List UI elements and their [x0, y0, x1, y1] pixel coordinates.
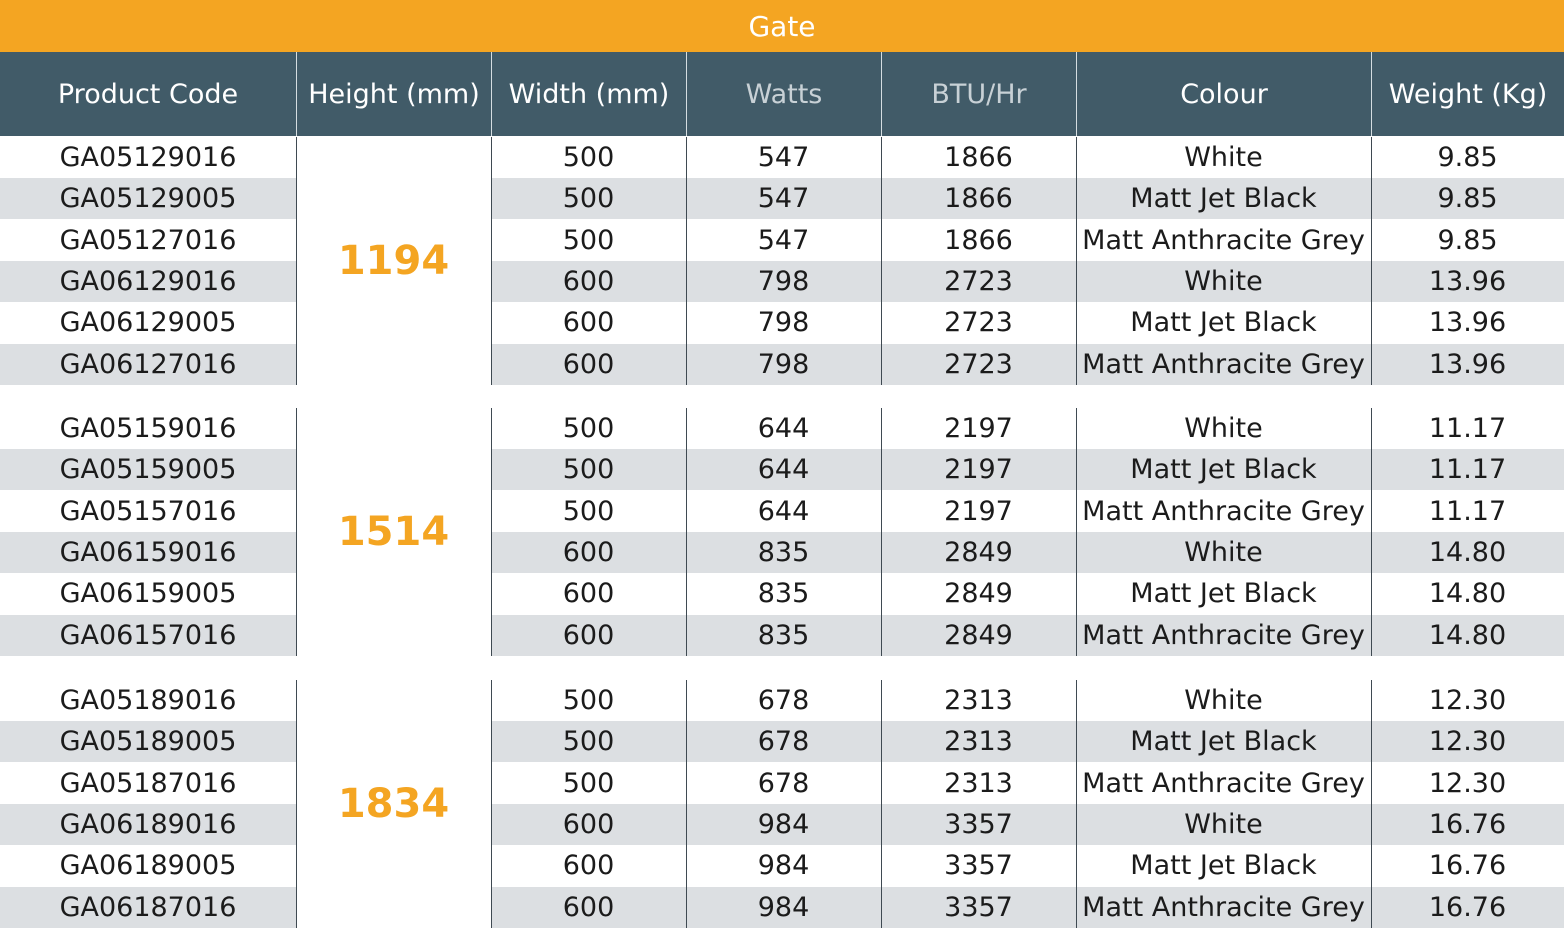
table-row — [0, 261, 1564, 302]
cell-product-code: GA06159005 — [59, 578, 237, 609]
cell-btu: 2723 — [944, 349, 1013, 380]
cell-weight: 11.17 — [1428, 496, 1507, 527]
cell-product-code: GA05157016 — [59, 496, 237, 527]
cell-width: 600 — [562, 620, 615, 651]
cell-colour: White — [1184, 142, 1263, 173]
header-btu: BTU/Hr — [931, 78, 1027, 110]
column-divider — [296, 137, 297, 385]
cell-watts: 798 — [757, 266, 810, 297]
cell-width: 600 — [562, 307, 615, 338]
cell-width: 600 — [562, 578, 615, 609]
table-row — [0, 408, 1564, 449]
cell-weight: 16.76 — [1428, 850, 1507, 881]
cell-width: 500 — [562, 413, 615, 444]
cell-weight: 14.80 — [1428, 620, 1507, 651]
cell-width: 500 — [562, 768, 615, 799]
cell-btu: 3357 — [944, 809, 1013, 840]
cell-watts: 798 — [757, 349, 810, 380]
column-divider — [296, 680, 297, 928]
column-divider — [1371, 680, 1372, 928]
column-divider — [686, 408, 687, 656]
table-row — [0, 887, 1564, 928]
cell-btu: 1866 — [944, 142, 1013, 173]
cell-width: 600 — [562, 537, 615, 568]
header-height: Height (mm) — [308, 78, 480, 110]
cell-product-code: GA05127016 — [59, 225, 237, 256]
cell-colour: Matt Jet Black — [1130, 578, 1317, 609]
cell-product-code: GA06129005 — [59, 307, 237, 338]
table-row — [0, 220, 1564, 261]
table-row — [0, 763, 1564, 804]
cell-watts: 798 — [757, 307, 810, 338]
cell-weight: 12.30 — [1428, 768, 1507, 799]
cell-btu: 2313 — [944, 768, 1013, 799]
cell-width: 500 — [562, 726, 615, 757]
cell-colour: White — [1184, 685, 1263, 716]
cell-weight: 9.85 — [1437, 183, 1498, 214]
table-row — [0, 344, 1564, 385]
cell-watts: 547 — [757, 142, 810, 173]
header-watts: Watts — [745, 78, 823, 110]
cell-btu: 2197 — [944, 454, 1013, 485]
cell-width: 600 — [562, 349, 615, 380]
cell-colour: White — [1184, 413, 1263, 444]
cell-weight: 9.85 — [1437, 225, 1498, 256]
table-row — [0, 680, 1564, 721]
cell-watts: 547 — [757, 183, 810, 214]
cell-product-code: GA06159016 — [59, 537, 237, 568]
cell-width: 500 — [562, 685, 615, 716]
table-row — [0, 804, 1564, 845]
cell-width: 500 — [562, 454, 615, 485]
column-divider — [1076, 408, 1077, 656]
cell-watts: 984 — [757, 850, 810, 881]
cell-btu: 2197 — [944, 496, 1013, 527]
cell-weight: 9.85 — [1437, 142, 1498, 173]
table-row — [0, 449, 1564, 490]
cell-watts: 984 — [757, 892, 810, 923]
cell-btu: 3357 — [944, 892, 1013, 923]
cell-width: 600 — [562, 892, 615, 923]
cell-product-code: GA05129016 — [59, 142, 237, 173]
table-row — [0, 721, 1564, 762]
cell-colour: Matt Anthracite Grey — [1082, 620, 1365, 651]
cell-colour: Matt Jet Black — [1130, 726, 1317, 757]
cell-weight: 11.17 — [1428, 454, 1507, 485]
cell-btu: 2849 — [944, 537, 1013, 568]
cell-product-code: GA05159016 — [59, 413, 237, 444]
cell-watts: 644 — [757, 454, 810, 485]
column-divider — [1371, 137, 1372, 385]
cell-colour: Matt Jet Black — [1130, 307, 1317, 338]
table-row — [0, 302, 1564, 343]
height-group-label: 1194 — [296, 137, 491, 385]
cell-weight: 16.76 — [1428, 892, 1507, 923]
cell-btu: 1866 — [944, 225, 1013, 256]
cell-colour: White — [1184, 537, 1263, 568]
cell-colour: Matt Jet Black — [1130, 850, 1317, 881]
table-row — [0, 532, 1564, 573]
table-row — [0, 615, 1564, 656]
cell-width: 600 — [562, 266, 615, 297]
cell-colour: White — [1184, 266, 1263, 297]
cell-weight: 16.76 — [1428, 809, 1507, 840]
column-divider — [686, 680, 687, 928]
cell-width: 600 — [562, 850, 615, 881]
cell-btu: 3357 — [944, 850, 1013, 881]
column-divider — [881, 137, 882, 385]
table-row — [0, 845, 1564, 886]
cell-weight: 13.96 — [1428, 307, 1507, 338]
cell-product-code: GA06157016 — [59, 620, 237, 651]
column-divider — [881, 408, 882, 656]
height-group-label: 1514 — [296, 408, 491, 656]
cell-product-code: GA05159005 — [59, 454, 237, 485]
cell-colour: Matt Anthracite Grey — [1082, 892, 1365, 923]
table-title: Gate — [0, 0, 1564, 52]
cell-btu: 1866 — [944, 183, 1013, 214]
cell-product-code: GA06189016 — [59, 809, 237, 840]
cell-weight: 14.80 — [1428, 578, 1507, 609]
height-group-label: 1834 — [296, 680, 491, 928]
cell-product-code: GA05187016 — [59, 768, 237, 799]
cell-product-code: GA06127016 — [59, 349, 237, 380]
column-divider — [1371, 408, 1372, 656]
cell-watts: 678 — [757, 726, 810, 757]
cell-colour: Matt Anthracite Grey — [1082, 496, 1365, 527]
cell-colour: Matt Jet Black — [1130, 454, 1317, 485]
header-width: Width (mm) — [508, 78, 670, 110]
cell-product-code: GA05189005 — [59, 726, 237, 757]
table-row — [0, 491, 1564, 532]
column-divider — [1076, 137, 1077, 385]
cell-watts: 644 — [757, 413, 810, 444]
cell-product-code: GA06129016 — [59, 266, 237, 297]
column-divider — [1076, 680, 1077, 928]
cell-btu: 2723 — [944, 307, 1013, 338]
header-colour: Colour — [1180, 78, 1268, 110]
column-divider — [491, 137, 492, 385]
cell-btu: 2849 — [944, 620, 1013, 651]
cell-width: 500 — [562, 496, 615, 527]
cell-btu: 2197 — [944, 413, 1013, 444]
column-divider — [296, 408, 297, 656]
cell-btu: 2313 — [944, 685, 1013, 716]
cell-product-code: GA05129005 — [59, 183, 237, 214]
cell-width: 500 — [562, 183, 615, 214]
column-divider — [491, 680, 492, 928]
cell-weight: 12.30 — [1428, 726, 1507, 757]
cell-weight: 12.30 — [1428, 685, 1507, 716]
cell-weight: 14.80 — [1428, 537, 1507, 568]
header-product-code: Product Code — [57, 78, 239, 110]
cell-colour: White — [1184, 809, 1263, 840]
cell-watts: 547 — [757, 225, 810, 256]
table-row — [0, 137, 1564, 178]
cell-watts: 835 — [757, 537, 810, 568]
cell-watts: 835 — [757, 620, 810, 651]
cell-watts: 984 — [757, 809, 810, 840]
column-divider — [881, 680, 882, 928]
cell-colour: Matt Anthracite Grey — [1082, 768, 1365, 799]
cell-colour: Matt Anthracite Grey — [1082, 349, 1365, 380]
header-weight: Weight (Kg) — [1388, 78, 1548, 110]
cell-product-code: GA06187016 — [59, 892, 237, 923]
cell-watts: 678 — [757, 685, 810, 716]
cell-colour: Matt Jet Black — [1130, 183, 1317, 214]
cell-watts: 644 — [757, 496, 810, 527]
cell-btu: 2313 — [944, 726, 1013, 757]
table-row — [0, 573, 1564, 614]
column-divider — [491, 408, 492, 656]
cell-width: 600 — [562, 809, 615, 840]
cell-weight: 13.96 — [1428, 349, 1507, 380]
cell-watts: 678 — [757, 768, 810, 799]
table-row — [0, 178, 1564, 219]
cell-width: 500 — [562, 142, 615, 173]
cell-colour: Matt Anthracite Grey — [1082, 225, 1365, 256]
cell-weight: 13.96 — [1428, 266, 1507, 297]
cell-btu: 2723 — [944, 266, 1013, 297]
cell-product-code: GA06189005 — [59, 850, 237, 881]
cell-btu: 2849 — [944, 578, 1013, 609]
column-divider — [686, 137, 687, 385]
cell-weight: 11.17 — [1428, 413, 1507, 444]
cell-width: 500 — [562, 225, 615, 256]
cell-product-code: GA05189016 — [59, 685, 237, 716]
cell-watts: 835 — [757, 578, 810, 609]
